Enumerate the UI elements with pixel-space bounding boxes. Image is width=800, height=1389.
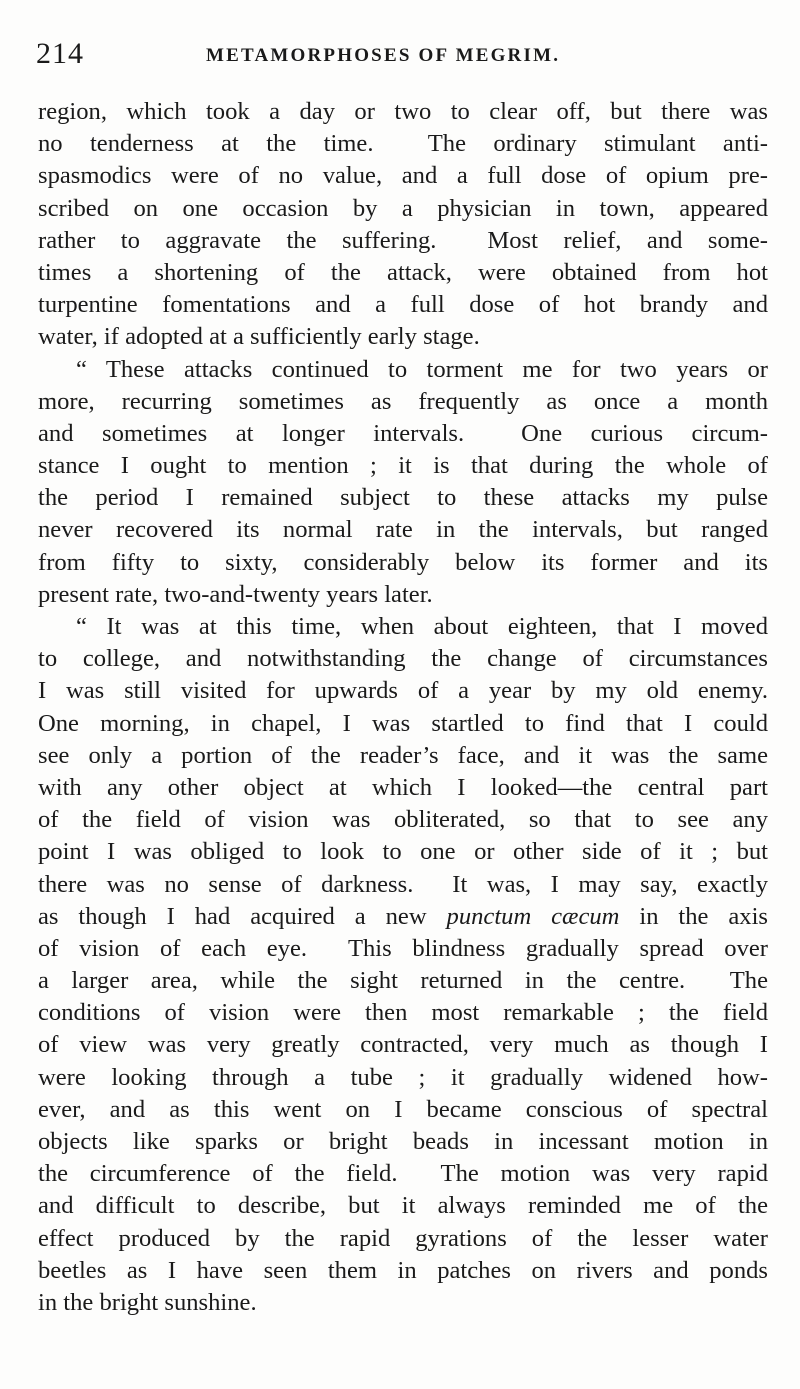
text-line: point I was obliged to look to one or other side of it ; but <box>38 838 768 866</box>
italic-phrase: punctum cæcum <box>446 902 620 930</box>
text-line: conditions of vision were then most remarkable ; the field <box>38 999 768 1027</box>
text-line: of the field of vision was obliterated, so that to see any <box>38 806 768 834</box>
text-segment: as though I had acquired a new <box>38 902 447 930</box>
text-line: the circumference of the field. The motion was very rapid <box>38 1160 768 1188</box>
text-line: spasmodics were of no value, and a full dose of opium pre- <box>38 162 768 190</box>
text-line: of view was very greatly contracted, very much as though I <box>38 1031 768 1059</box>
text-line: times a shortening of the attack, were obtained from hot <box>38 258 768 286</box>
page-number: 214 <box>36 37 84 70</box>
text-line: with any other object at which I looked—the central part <box>38 773 768 801</box>
text-line: One morning, in chapel, I was startled to find that I could <box>38 709 768 737</box>
text-line: were looking through a tube ; it gradually widened how- <box>38 1063 768 1091</box>
text-line: to college, and notwithstanding the change of circumstances <box>38 645 768 673</box>
text-line: effect produced by the rapid gyrations of the lesser water <box>38 1224 768 1252</box>
text-line: no tenderness at the time. The ordinary stimulant anti- <box>38 130 768 158</box>
text-line: and difficult to describe, but it always reminded me of the <box>38 1192 768 1220</box>
text-line: see only a portion of the reader’s face, and it was the same <box>38 741 768 769</box>
text-line: the period I remained subject to these attacks my pulse <box>38 484 768 512</box>
body-text <box>38 96 768 1319</box>
text-line: rather to aggravate the suffering. Most relief, and some- <box>38 226 768 254</box>
text-line: “ These attacks continued to torment me for two years or <box>76 355 768 383</box>
text-line: region, which took a day or two to clear off, but there was <box>38 98 768 125</box>
text-line: turpentine fomentations and a full dose of hot brandy and <box>38 291 768 319</box>
text-line: and sometimes at longer intervals. One curious circum- <box>38 419 768 447</box>
text-line: “ It was at this time, when about eighteen, that I moved <box>76 613 768 640</box>
text-line: in the bright sunshine. <box>38 1288 257 1316</box>
text-line: of vision of each eye. This blindness gradually spread over <box>38 934 768 962</box>
text-line: ever, and as this went on I became conscious of spectral <box>38 1095 768 1123</box>
text-line: never recovered its normal rate in the intervals, but ranged <box>38 516 768 544</box>
page-header <box>36 34 764 74</box>
text-line: beetles as I have seen them in patches on rivers and ponds <box>38 1256 768 1284</box>
text-line: present rate, two-and-twenty years later. <box>38 580 433 608</box>
text-line: a larger area, while the sight returned in the centre. The <box>38 967 768 995</box>
text-line: scribed on one occasion by a physician in town, appeared <box>38 194 768 222</box>
text-line: from fifty to sixty, considerably below its former and its <box>38 548 768 576</box>
text-line: objects like sparks or bright beads in incessant motion in <box>38 1128 768 1155</box>
text-line: there was no sense of darkness. It was, I may say, exactly <box>38 870 768 898</box>
text-segment: in the axis <box>619 902 768 930</box>
text-line <box>38 901 768 933</box>
text-line: stance I ought to mention ; it is that during the whole of <box>38 452 768 480</box>
text-line: water, if adopted at a sufficiently early stage. <box>38 323 480 351</box>
text-line: I was still visited for upwards of a year by my old enemy. <box>38 677 768 705</box>
text-line: more, recurring sometimes as frequently as once a month <box>38 387 768 415</box>
running-head: METAMORPHOSES OF MEGRIM. <box>206 45 561 66</box>
